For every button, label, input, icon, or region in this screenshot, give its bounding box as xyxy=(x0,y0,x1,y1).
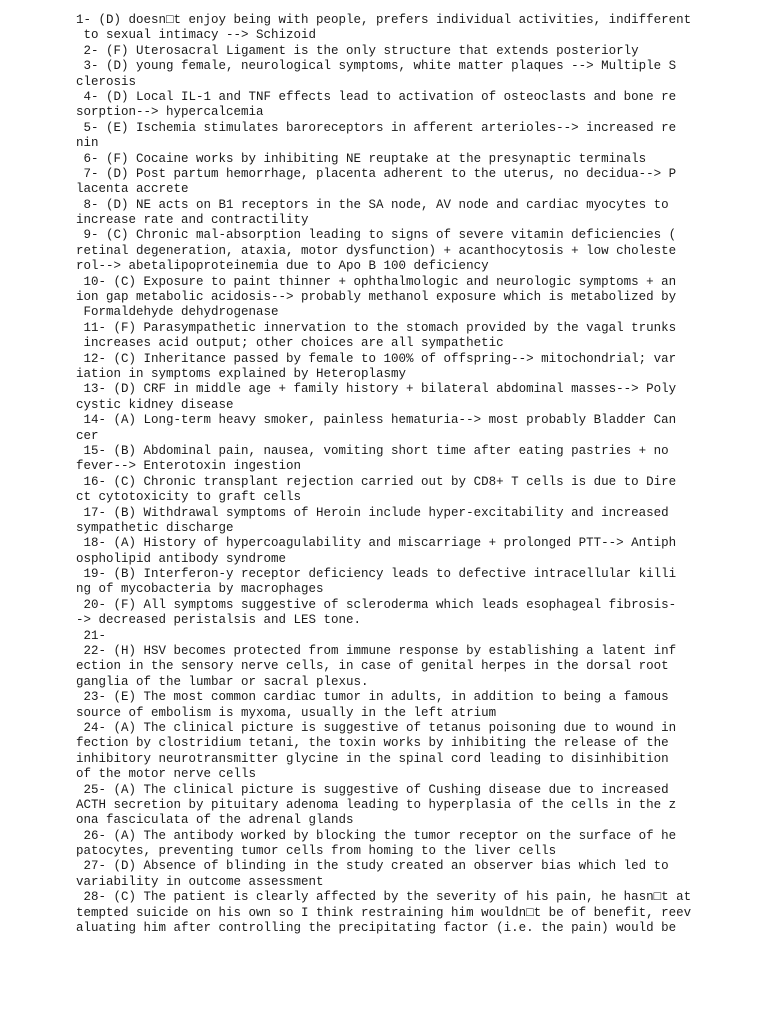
text-line: 12- (C) Inheritance passed by female to 100% of offspring--> mitochondrial; var xyxy=(76,351,677,366)
text-line: ection in the sensory nerve cells, in case of genital herpes in the dorsal root xyxy=(76,659,669,674)
text-line: sympathetic discharge xyxy=(76,520,234,535)
text-line: 17- (B) Withdrawal symptoms of Heroin include hyper-excitability and increased xyxy=(76,505,669,520)
text-line: ganglia of the lumbar or sacral plexus. xyxy=(76,674,369,689)
text-line: Formaldehyde dehydrogenase xyxy=(76,305,279,320)
text-line: variability in outcome assessment xyxy=(76,874,324,889)
text-line: ACTH secretion by pituitary adenoma leading to hyperplasia of the cells in the z xyxy=(76,797,677,812)
text-line: fection by clostridium tetani, the toxin works by inhibiting the release of the xyxy=(76,736,669,751)
text-line: cer xyxy=(76,428,99,443)
text-line: 19- (B) Interferon-y receptor deficiency leads to defective intracellular killi xyxy=(76,567,677,582)
text-line: ospholipid antibody syndrome xyxy=(76,551,287,566)
text-line: ona fasciculata of the adrenal glands xyxy=(76,813,354,828)
text-line: ion gap metabolic acidosis--> probably methanol exposure which is metabolized by xyxy=(76,290,677,305)
text-line: iation in symptoms explained by Heteroplasmy xyxy=(76,366,407,381)
text-line: inhibitory neurotransmitter glycine in the spinal cord leading to disinhibition xyxy=(76,751,669,766)
text-line: of the motor nerve cells xyxy=(76,767,257,782)
document-text xyxy=(76,13,716,936)
text-line: 16- (C) Chronic transplant rejection carried out by CD8+ T cells is due to Dire xyxy=(76,474,677,489)
text-line: 25- (A) The clinical picture is suggestive of Cushing disease due to increased xyxy=(76,782,669,797)
text-line: to sexual intimacy --> Schizoid xyxy=(76,28,317,43)
text-line: 21- xyxy=(76,628,107,643)
text-line: 10- (C) Exposure to paint thinner + ophthalmologic and neurologic symptoms + an xyxy=(76,274,677,289)
text-line: -> decreased peristalsis and LES tone. xyxy=(76,613,362,628)
text-line: 24- (A) The clinical picture is suggestive of tetanus poisoning due to wound in xyxy=(76,720,677,735)
text-line: retinal degeneration, ataxia, motor dysfunction) + acanthocytosis + low choleste xyxy=(76,243,677,258)
text-line: sorption--> hypercalcemia xyxy=(76,105,264,120)
text-line: 27- (D) Absence of blinding in the study created an observer bias which led to xyxy=(76,859,669,874)
text-line: rol--> abetalipoproteinemia due to Apo B 100 deficiency xyxy=(76,259,489,274)
text-line: 11- (F) Parasympathetic innervation to the stomach provided by the vagal trunks xyxy=(76,320,677,335)
text-line: 13- (D) CRF in middle age + family history + bilateral abdominal masses--> Poly xyxy=(76,382,677,397)
text-line: 28- (C) The patient is clearly affected by the severity of his pain, he hasn□t at xyxy=(76,890,692,905)
text-line: 23- (E) The most common cardiac tumor in adults, in addition to being a famous xyxy=(76,690,669,705)
text-line: increase rate and contractility xyxy=(76,213,309,228)
text-line: 8- (D) NE acts on B1 receptors in the SA node, AV node and cardiac myocytes to xyxy=(76,197,669,212)
text-line: 5- (E) Ischemia stimulates baroreceptors in afferent arterioles--> increased re xyxy=(76,120,677,135)
text-line: 7- (D) Post partum hemorrhage, placenta adherent to the uterus, no decidua--> P xyxy=(76,166,677,181)
text-line: source of embolism is myxoma, usually in the left atrium xyxy=(76,705,497,720)
text-line: 4- (D) Local IL-1 and TNF effects lead to activation of osteoclasts and bone re xyxy=(76,89,677,104)
text-line: nin xyxy=(76,136,99,151)
text-line: 9- (C) Chronic mal-absorption leading to signs of severe vitamin deficiencies ( xyxy=(76,228,677,243)
text-line: 15- (B) Abdominal pain, nausea, vomiting short time after eating pastries + no xyxy=(76,443,669,458)
text-line: fever--> Enterotoxin ingestion xyxy=(76,459,302,474)
text-line: 1- (D) doesn□t enjoy being with people, prefers individual activities, indifferent xyxy=(76,13,692,27)
text-line: tempted suicide on his own so I think restraining him wouldn□t be of benefit, reev xyxy=(76,905,692,920)
text-line: aluating him after controlling the precipitating factor (i.e. the pain) would be xyxy=(76,921,677,936)
text-line: ng of mycobacteria by macrophages xyxy=(76,582,324,597)
text-line: 14- (A) Long-term heavy smoker, painless hematuria--> most probably Bladder Can xyxy=(76,413,677,428)
text-line: 2- (F) Uterosacral Ligament is the only structure that extends posteriorly xyxy=(76,43,639,58)
text-line: 6- (F) Cocaine works by inhibiting NE reuptake at the presynaptic terminals xyxy=(76,151,647,166)
text-line: 20- (F) All symptoms suggestive of scleroderma which leads esophageal fibrosis- xyxy=(76,597,677,612)
text-line: clerosis xyxy=(76,74,137,89)
text-line: ct cytotoxicity to graft cells xyxy=(76,490,302,505)
text-line: cystic kidney disease xyxy=(76,397,234,412)
text-line: 3- (D) young female, neurological symptoms, white matter plaques --> Multiple S xyxy=(76,59,677,74)
text-line: 26- (A) The antibody worked by blocking the tumor receptor on the surface of he xyxy=(76,828,677,843)
text-line: increases acid output; other choices are all sympathetic xyxy=(76,336,504,351)
text-line: 18- (A) History of hypercoagulability and miscarriage + prolonged PTT--> Antiph xyxy=(76,536,677,551)
text-line: 22- (H) HSV becomes protected from immune response by establishing a latent inf xyxy=(76,644,677,659)
text-line: lacenta accrete xyxy=(76,182,189,197)
text-line: patocytes, preventing tumor cells from homing to the liver cells xyxy=(76,844,557,859)
